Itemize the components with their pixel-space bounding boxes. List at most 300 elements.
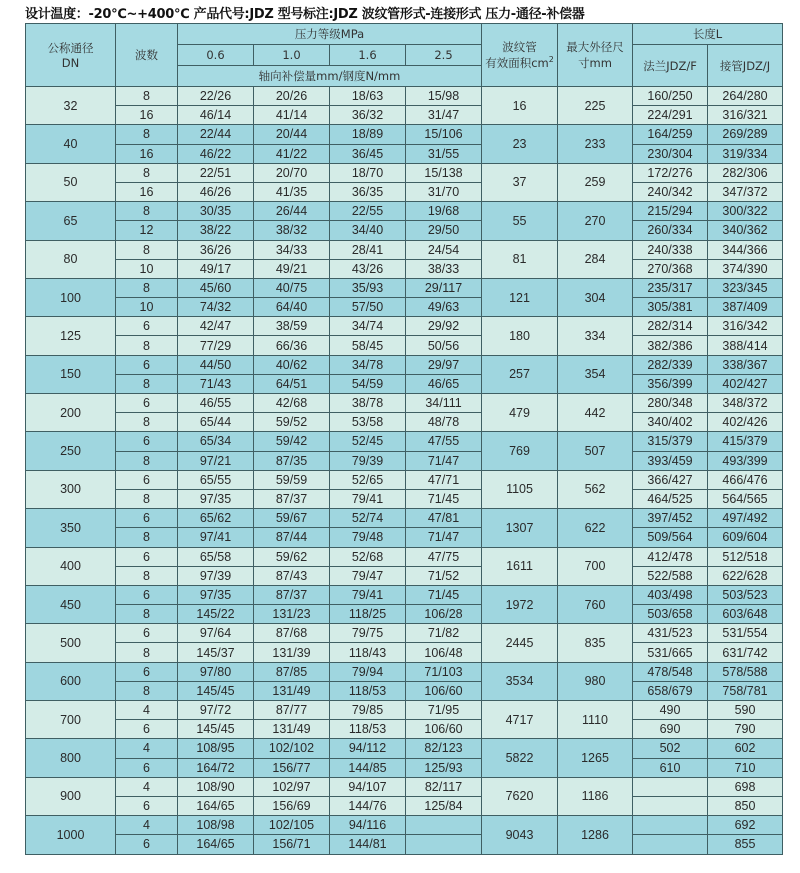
cell-pressure-1: 20/26 (254, 87, 330, 106)
cell-dn: 40 (26, 125, 116, 163)
cell-waves: 8 (116, 566, 178, 585)
cell-flange-length (633, 796, 708, 815)
cell-pressure-1: 34/33 (254, 240, 330, 259)
cell-pressure-1: 49/21 (254, 259, 330, 278)
cell-pressure-1: 87/85 (254, 662, 330, 681)
table-row (26, 394, 783, 413)
cell-pipe-length: 622/628 (708, 566, 783, 585)
cell-pressure-2: 53/58 (330, 413, 406, 432)
cell-pressure-2: 118/53 (330, 681, 406, 700)
cell-pipe-length: 531/554 (708, 624, 783, 643)
cell-flange-length: 403/498 (633, 585, 708, 604)
table-row (26, 547, 783, 566)
cell-pressure-3: 106/28 (406, 605, 482, 624)
cell-pressure-1: 156/77 (254, 758, 330, 777)
cell-pressure-1: 66/36 (254, 336, 330, 355)
cell-pipe-length: 698 (708, 777, 783, 796)
table-row (26, 432, 783, 451)
header-area-line2 (482, 55, 557, 71)
cell-pipe-length: 493/399 (708, 451, 783, 470)
cell-pressure-1: 87/68 (254, 624, 330, 643)
cell-pressure-3: 71/52 (406, 566, 482, 585)
cell-pressure-2: 52/45 (330, 432, 406, 451)
cell-pressure-3: 38/33 (406, 259, 482, 278)
cell-pressure-2: 57/50 (330, 298, 406, 317)
cell-pressure-1: 38/32 (254, 221, 330, 240)
cell-pressure-3: 15/98 (406, 87, 482, 106)
cell-pressure-3: 29/117 (406, 278, 482, 297)
cell-flange-length: 305/381 (633, 298, 708, 317)
cell-pressure-0: 65/34 (178, 432, 254, 451)
cell-pressure-2: 28/41 (330, 240, 406, 259)
cell-pipe-length: 338/367 (708, 355, 783, 374)
cell-waves: 4 (116, 701, 178, 720)
cell-pressure-2: 79/85 (330, 701, 406, 720)
cell-area: 1972 (482, 585, 558, 623)
cell-od: 225 (558, 87, 633, 125)
cell-pressure-3: 106/60 (406, 720, 482, 739)
cell-pressure-3: 71/47 (406, 451, 482, 470)
header-pressure-2: 1.6 (330, 45, 406, 66)
header-flange: 法兰JDZ/F (633, 45, 708, 87)
cell-pressure-3: 29/50 (406, 221, 482, 240)
cell-pressure-1: 59/67 (254, 509, 330, 528)
cell-pressure-2: 94/112 (330, 739, 406, 758)
cell-dn: 300 (26, 470, 116, 508)
header-pressure-1: 1.0 (254, 45, 330, 66)
cell-pressure-1: 40/75 (254, 278, 330, 297)
cell-pressure-0: 38/22 (178, 221, 254, 240)
cell-pressure-1: 131/49 (254, 681, 330, 700)
cell-od: 334 (558, 317, 633, 355)
cell-pressure-3: 34/111 (406, 394, 482, 413)
cell-pressure-0: 97/72 (178, 701, 254, 720)
cell-pressure-2: 118/43 (330, 643, 406, 662)
cell-area: 81 (482, 240, 558, 278)
cell-pressure-3: 106/60 (406, 681, 482, 700)
cell-pipe-length: 466/476 (708, 470, 783, 489)
cell-pressure-1: 59/59 (254, 470, 330, 489)
cell-flange-length: 690 (633, 720, 708, 739)
table-row (26, 662, 783, 681)
cell-od: 700 (558, 547, 633, 585)
cell-pipe-length: 631/742 (708, 643, 783, 662)
cell-pressure-1: 87/77 (254, 701, 330, 720)
cell-pipe-length: 316/342 (708, 317, 783, 336)
cell-area: 121 (482, 278, 558, 316)
cell-pressure-0: 108/90 (178, 777, 254, 796)
cell-pressure-3: 31/70 (406, 182, 482, 201)
header-area-text: 有效面积cm (485, 56, 549, 70)
table-row (26, 681, 783, 700)
cell-flange-length: 610 (633, 758, 708, 777)
cell-area: 9043 (482, 816, 558, 854)
table-row (26, 777, 783, 796)
header-dn-label: 公称通径 (47, 41, 94, 55)
cell-od: 442 (558, 394, 633, 432)
cell-pressure-2: 52/65 (330, 470, 406, 489)
cell-flange-length: 160/250 (633, 87, 708, 106)
cell-pipe-length: 512/518 (708, 547, 783, 566)
cell-waves: 8 (116, 87, 178, 106)
header-dn-unit: DN (61, 56, 80, 70)
cell-pressure-0: 44/50 (178, 355, 254, 374)
cell-waves: 6 (116, 758, 178, 777)
cell-pressure-0: 65/58 (178, 547, 254, 566)
cell-pressure-2: 18/70 (330, 163, 406, 182)
cell-waves: 8 (116, 240, 178, 259)
header-od (558, 24, 633, 87)
cell-area: 180 (482, 317, 558, 355)
cell-flange-length: 315/379 (633, 432, 708, 451)
cell-pressure-3: 71/82 (406, 624, 482, 643)
cell-dn: 32 (26, 87, 116, 125)
cell-waves: 6 (116, 432, 178, 451)
cell-flange-length: 502 (633, 739, 708, 758)
cell-pressure-3: 82/117 (406, 777, 482, 796)
cell-pressure-1: 20/44 (254, 125, 330, 144)
table-row (26, 451, 783, 470)
cell-pressure-1: 87/37 (254, 489, 330, 508)
cell-pressure-1: 102/105 (254, 816, 330, 835)
cell-pressure-0: 97/64 (178, 624, 254, 643)
cell-pressure-1: 131/23 (254, 605, 330, 624)
cell-flange-length: 270/368 (633, 259, 708, 278)
cell-pipe-length: 387/409 (708, 298, 783, 317)
cell-waves: 6 (116, 796, 178, 815)
cell-pipe-length: 348/372 (708, 394, 783, 413)
cell-pipe-length: 503/523 (708, 585, 783, 604)
cell-pressure-2: 79/47 (330, 566, 406, 585)
cell-pressure-3: 47/81 (406, 509, 482, 528)
cell-waves: 6 (116, 317, 178, 336)
cell-pressure-3: 31/47 (406, 106, 482, 125)
cell-flange-length: 230/304 (633, 144, 708, 163)
cell-pressure-1: 40/62 (254, 355, 330, 374)
cell-flange-length: 431/523 (633, 624, 708, 643)
table-row (26, 87, 783, 106)
cell-pressure-0: 74/32 (178, 298, 254, 317)
cell-pressure-2: 52/74 (330, 509, 406, 528)
cell-flange-length: 412/478 (633, 547, 708, 566)
cell-pipe-length: 319/334 (708, 144, 783, 163)
cell-pressure-2: 38/78 (330, 394, 406, 413)
cell-waves: 8 (116, 605, 178, 624)
cell-pipe-length: 602 (708, 739, 783, 758)
cell-pressure-2: 22/55 (330, 202, 406, 221)
cell-dn: 100 (26, 278, 116, 316)
header-waves: 波数 (116, 24, 178, 87)
cell-flange-length: 490 (633, 701, 708, 720)
cell-pressure-0: 46/55 (178, 394, 254, 413)
cell-pipe-length: 402/426 (708, 413, 783, 432)
document-title: 设计温度：-20℃~+400℃ 产品代号:JDZ 型号标注:JDZ 波纹管形式-连接形式 压力-通径-补偿器 (25, 7, 585, 22)
cell-area: 16 (482, 87, 558, 125)
table-row (26, 528, 783, 547)
header-pressure-0: 0.6 (178, 45, 254, 66)
header-pipe: 接管JDZ/J (708, 45, 783, 87)
cell-od: 1110 (558, 701, 633, 739)
cell-pressure-1: 64/40 (254, 298, 330, 317)
cell-pressure-3 (406, 816, 482, 835)
cell-waves: 4 (116, 777, 178, 796)
cell-pressure-1: 59/62 (254, 547, 330, 566)
header-dn (26, 24, 116, 87)
cell-pressure-0: 145/37 (178, 643, 254, 662)
cell-pressure-3: 71/45 (406, 489, 482, 508)
cell-od: 1286 (558, 816, 633, 854)
cell-pressure-0: 22/51 (178, 163, 254, 182)
cell-pipe-length: 590 (708, 701, 783, 720)
cell-flange-length: 172/276 (633, 163, 708, 182)
cell-waves: 8 (116, 163, 178, 182)
cell-area: 769 (482, 432, 558, 470)
cell-pressure-3: 82/123 (406, 739, 482, 758)
cell-pressure-3: 46/65 (406, 374, 482, 393)
table-row (26, 758, 783, 777)
cell-waves: 8 (116, 413, 178, 432)
table-row (26, 509, 783, 528)
cell-pressure-3: 47/71 (406, 470, 482, 489)
table-row (26, 144, 783, 163)
header-od-line1: 最大外径尺 (566, 40, 624, 54)
cell-dn: 400 (26, 547, 116, 585)
cell-pressure-2: 79/75 (330, 624, 406, 643)
cell-pressure-2: 79/39 (330, 451, 406, 470)
cell-waves: 8 (116, 374, 178, 393)
cell-pressure-1: 131/39 (254, 643, 330, 662)
cell-pressure-2: 36/45 (330, 144, 406, 163)
cell-pressure-0: 108/95 (178, 739, 254, 758)
cell-pipe-length: 388/414 (708, 336, 783, 355)
cell-pressure-0: 30/35 (178, 202, 254, 221)
table-row (26, 221, 783, 240)
cell-pressure-0: 97/35 (178, 585, 254, 604)
cell-waves: 10 (116, 298, 178, 317)
cell-pressure-2: 36/35 (330, 182, 406, 201)
cell-dn: 80 (26, 240, 116, 278)
cell-waves: 6 (116, 720, 178, 739)
cell-od: 233 (558, 125, 633, 163)
cell-pipe-length: 692 (708, 816, 783, 835)
cell-pressure-2: 94/116 (330, 816, 406, 835)
table-row (26, 796, 783, 815)
cell-flange-length: 260/334 (633, 221, 708, 240)
cell-pipe-length: 282/306 (708, 163, 783, 182)
cell-pipe-length: 790 (708, 720, 783, 739)
cell-pressure-2: 79/94 (330, 662, 406, 681)
cell-pressure-1: 156/69 (254, 796, 330, 815)
cell-pressure-2: 118/25 (330, 605, 406, 624)
cell-area: 4717 (482, 701, 558, 739)
cell-dn: 700 (26, 701, 116, 739)
cell-waves: 4 (116, 816, 178, 835)
cell-flange-length: 382/386 (633, 336, 708, 355)
table-row (26, 278, 783, 297)
cell-flange-length: 224/291 (633, 106, 708, 125)
cell-flange-length: 393/459 (633, 451, 708, 470)
cell-pressure-2: 79/48 (330, 528, 406, 547)
header-area-line1: 波纹管 (502, 40, 537, 54)
cell-pressure-2: 35/93 (330, 278, 406, 297)
spec-table (25, 23, 783, 855)
cell-pressure-2: 54/59 (330, 374, 406, 393)
table-row (26, 816, 783, 835)
cell-dn: 350 (26, 509, 116, 547)
cell-pipe-length: 374/390 (708, 259, 783, 278)
table-row (26, 106, 783, 125)
cell-waves: 6 (116, 547, 178, 566)
cell-pressure-2: 18/89 (330, 125, 406, 144)
cell-od: 284 (558, 240, 633, 278)
cell-dn: 1000 (26, 816, 116, 854)
cell-flange-length: 340/402 (633, 413, 708, 432)
cell-waves: 6 (116, 394, 178, 413)
cell-od: 354 (558, 355, 633, 393)
table-row (26, 317, 783, 336)
cell-od: 507 (558, 432, 633, 470)
cell-pressure-0: 42/47 (178, 317, 254, 336)
cell-pipe-length: 347/372 (708, 182, 783, 201)
cell-pressure-3: 31/55 (406, 144, 482, 163)
cell-pressure-0: 97/41 (178, 528, 254, 547)
table-row (26, 585, 783, 604)
cell-pressure-0: 46/22 (178, 144, 254, 163)
cell-pressure-0: 46/26 (178, 182, 254, 201)
cell-flange-length (633, 816, 708, 835)
cell-pressure-3: 47/55 (406, 432, 482, 451)
cell-flange-length (633, 777, 708, 796)
cell-area: 1611 (482, 547, 558, 585)
table-row (26, 202, 783, 221)
cell-pressure-1: 87/44 (254, 528, 330, 547)
cell-pipe-length: 578/588 (708, 662, 783, 681)
cell-pressure-0: 97/35 (178, 489, 254, 508)
cell-flange-length: 356/399 (633, 374, 708, 393)
cell-pressure-0: 65/44 (178, 413, 254, 432)
table-row (26, 240, 783, 259)
cell-pressure-0: 22/26 (178, 87, 254, 106)
cell-od: 760 (558, 585, 633, 623)
cell-pressure-0: 145/45 (178, 681, 254, 700)
cell-pressure-0: 22/44 (178, 125, 254, 144)
cell-pressure-1: 41/14 (254, 106, 330, 125)
cell-waves: 16 (116, 144, 178, 163)
cell-dn: 250 (26, 432, 116, 470)
cell-pressure-3: 29/97 (406, 355, 482, 374)
cell-pressure-0: 65/62 (178, 509, 254, 528)
cell-pipe-length: 269/289 (708, 125, 783, 144)
cell-dn: 50 (26, 163, 116, 201)
cell-dn: 150 (26, 355, 116, 393)
table-row (26, 605, 783, 624)
cell-pipe-length: 402/427 (708, 374, 783, 393)
table-row (26, 835, 783, 854)
cell-flange-length: 280/348 (633, 394, 708, 413)
header-pressure-3: 2.5 (406, 45, 482, 66)
cell-flange-length: 282/314 (633, 317, 708, 336)
cell-pressure-3: 29/92 (406, 317, 482, 336)
cell-pressure-1: 87/37 (254, 585, 330, 604)
table-row (26, 163, 783, 182)
cell-pipe-length: 497/492 (708, 509, 783, 528)
cell-pressure-1: 20/70 (254, 163, 330, 182)
cell-flange-length: 397/452 (633, 509, 708, 528)
cell-waves: 8 (116, 643, 178, 662)
cell-pressure-1: 38/59 (254, 317, 330, 336)
cell-pressure-2: 34/40 (330, 221, 406, 240)
cell-pressure-3: 49/63 (406, 298, 482, 317)
cell-flange-length: 658/679 (633, 681, 708, 700)
cell-pipe-length: 710 (708, 758, 783, 777)
cell-pressure-1: 156/71 (254, 835, 330, 854)
cell-pipe-length: 758/781 (708, 681, 783, 700)
cell-pressure-3: 48/78 (406, 413, 482, 432)
cell-pressure-2: 43/26 (330, 259, 406, 278)
table-row (26, 739, 783, 758)
cell-waves: 8 (116, 451, 178, 470)
cell-flange-length (633, 835, 708, 854)
cell-pressure-3: 15/138 (406, 163, 482, 182)
table-row (26, 125, 783, 144)
cell-waves: 8 (116, 202, 178, 221)
cell-pressure-1: 87/43 (254, 566, 330, 585)
cell-pressure-3: 71/103 (406, 662, 482, 681)
cell-pipe-length: 415/379 (708, 432, 783, 451)
cell-pressure-0: 46/14 (178, 106, 254, 125)
cell-dn: 800 (26, 739, 116, 777)
cell-pressure-3: 125/93 (406, 758, 482, 777)
cell-pressure-0: 77/29 (178, 336, 254, 355)
cell-waves: 8 (116, 681, 178, 700)
cell-waves: 6 (116, 624, 178, 643)
cell-pipe-length: 609/604 (708, 528, 783, 547)
cell-pressure-1: 102/102 (254, 739, 330, 758)
cell-pressure-2: 94/107 (330, 777, 406, 796)
cell-pressure-0: 108/98 (178, 816, 254, 835)
cell-od: 622 (558, 509, 633, 547)
cell-flange-length: 531/665 (633, 643, 708, 662)
cell-pressure-0: 145/22 (178, 605, 254, 624)
cell-pressure-2: 34/78 (330, 355, 406, 374)
cell-od: 562 (558, 470, 633, 508)
cell-od: 270 (558, 202, 633, 240)
cell-waves: 8 (116, 489, 178, 508)
cell-waves: 6 (116, 585, 178, 604)
cell-area: 37 (482, 163, 558, 201)
cell-pressure-1: 42/68 (254, 394, 330, 413)
cell-pressure-3: 125/84 (406, 796, 482, 815)
cell-pressure-1: 26/44 (254, 202, 330, 221)
cell-pressure-0: 97/39 (178, 566, 254, 585)
cell-flange-length: 522/588 (633, 566, 708, 585)
cell-waves: 4 (116, 739, 178, 758)
cell-pipe-length: 340/362 (708, 221, 783, 240)
cell-pressure-2: 79/41 (330, 585, 406, 604)
cell-pressure-0: 164/65 (178, 835, 254, 854)
table-row (26, 298, 783, 317)
cell-area: 1307 (482, 509, 558, 547)
cell-dn: 900 (26, 777, 116, 815)
cell-pipe-length: 316/321 (708, 106, 783, 125)
cell-pressure-3: 106/48 (406, 643, 482, 662)
cell-flange-length: 509/564 (633, 528, 708, 547)
cell-pressure-2: 34/74 (330, 317, 406, 336)
cell-waves: 6 (116, 470, 178, 489)
cell-pressure-1: 41/35 (254, 182, 330, 201)
cell-flange-length: 478/548 (633, 662, 708, 681)
cell-pressure-2: 52/68 (330, 547, 406, 566)
